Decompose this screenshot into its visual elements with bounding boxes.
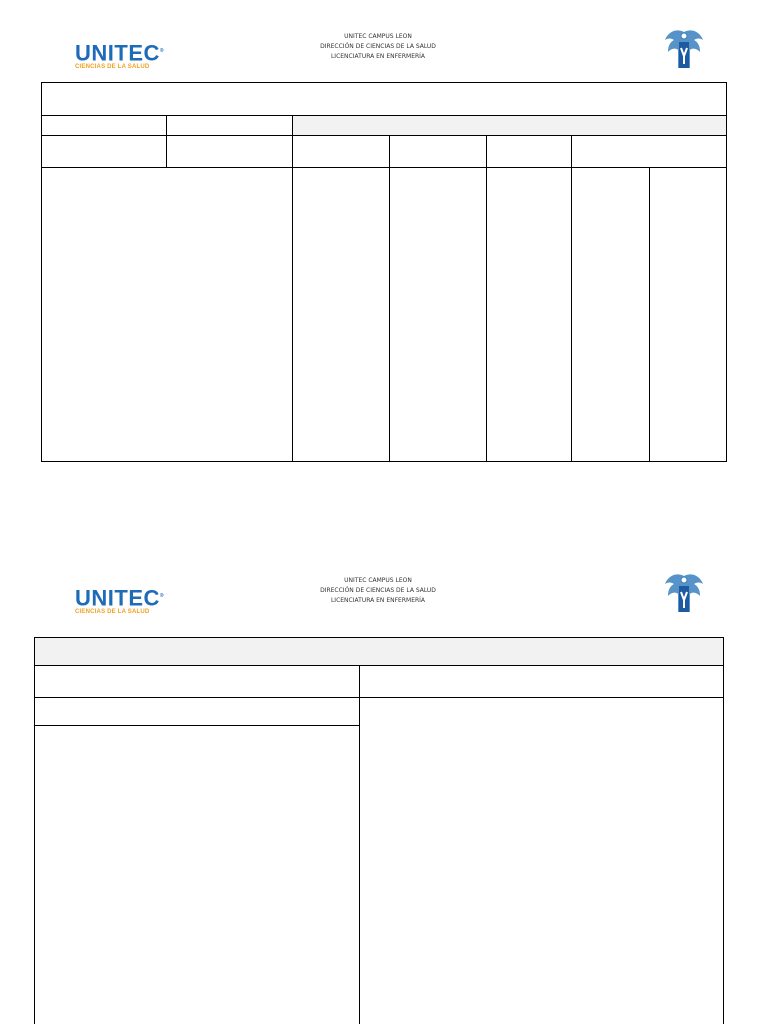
table1-body-cell-e xyxy=(571,167,650,462)
table1-row3-cell-d xyxy=(389,135,487,168)
table1-body-cell-f xyxy=(649,167,727,462)
header-direction: DIRECCIÓN DE CIENCIAS DE LA SALUD xyxy=(320,587,436,594)
form-table-2 xyxy=(34,637,724,1024)
table1-row3-cell-f xyxy=(571,135,727,168)
table2-body-cell-left xyxy=(34,725,360,1024)
table2-title-cell xyxy=(34,637,724,666)
logo-subtitle: CIENCIAS DE LA SALUD xyxy=(75,609,150,616)
form-table-1 xyxy=(41,82,727,462)
table1-body-cell-d xyxy=(486,167,572,462)
table1-row2-cell-b xyxy=(166,115,293,136)
winged-emblem-icon xyxy=(662,26,706,74)
logo-name: UNITEC xyxy=(75,40,160,66)
winged-emblem-icon xyxy=(662,570,706,618)
table2-row3-cell-left xyxy=(34,697,360,726)
logo-name: UNITEC xyxy=(75,585,160,611)
header-program: LICENCIATURA EN ENFERMERÍA xyxy=(330,53,426,60)
table1-title-cell xyxy=(41,82,727,116)
table1-row3-cell-c xyxy=(292,135,390,168)
unitec-logo xyxy=(75,40,175,70)
table1-row2-shaded-cell xyxy=(292,115,727,136)
table1-body-cell-a xyxy=(41,167,293,462)
table1-row3-cell-a xyxy=(41,135,167,168)
header-program: LICENCIATURA EN ENFERMERÍA xyxy=(330,597,426,604)
logo-registered: ® xyxy=(159,593,165,599)
unitec-logo xyxy=(75,585,175,615)
document-header xyxy=(278,576,478,608)
header-campus: UNITEC CAMPUS LEON xyxy=(344,33,412,40)
table2-row2-cell-right xyxy=(359,665,724,698)
header-campus: UNITEC CAMPUS LEON xyxy=(344,577,412,584)
table1-body-cell-b xyxy=(292,167,390,462)
logo-subtitle: CIENCIAS DE LA SALUD xyxy=(75,64,150,71)
table1-body-cell-c xyxy=(389,167,487,462)
table2-row2-cell-left xyxy=(34,665,360,698)
table1-row2-cell-a xyxy=(41,115,167,136)
document-header xyxy=(278,32,478,64)
table2-body-cell-right xyxy=(359,697,724,1024)
logo-registered: ® xyxy=(159,48,165,54)
table1-row3-cell-e xyxy=(486,135,572,168)
table1-row3-cell-b xyxy=(166,135,293,168)
header-direction: DIRECCIÓN DE CIENCIAS DE LA SALUD xyxy=(320,43,436,50)
